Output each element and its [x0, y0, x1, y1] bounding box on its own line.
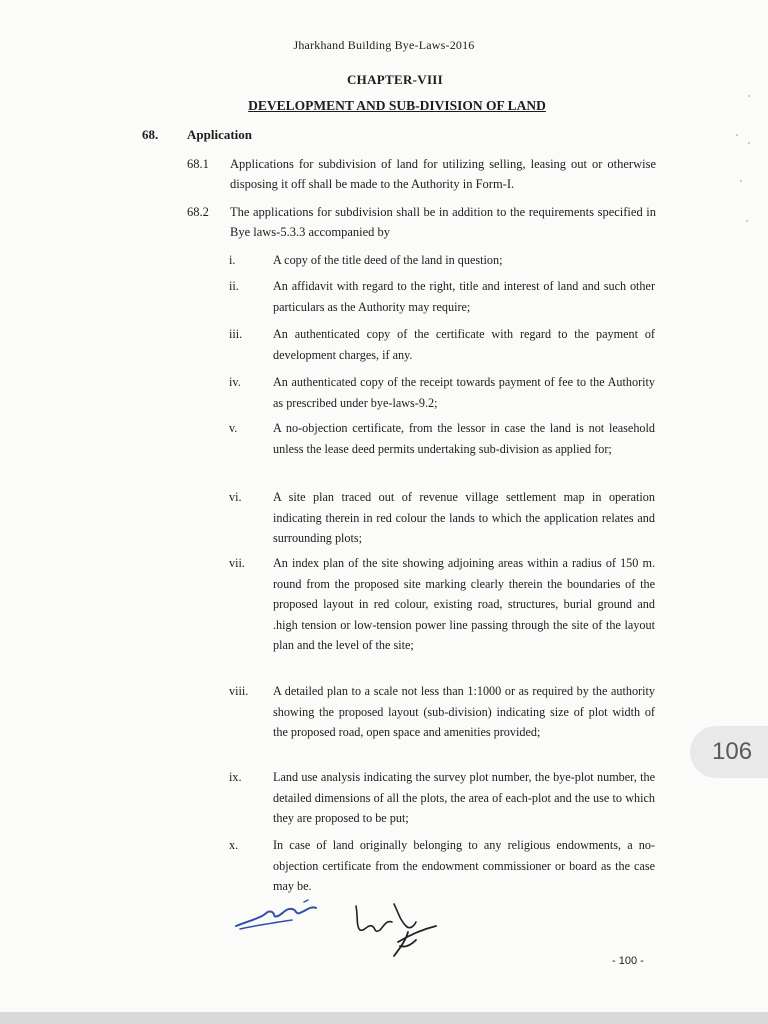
paragraph-text: The applications for subdivision shall be in addition to the requirements specified in Bye laws-5.3.3 accompanied by [230, 205, 656, 239]
chapter-number: CHAPTER-VIII [346, 72, 444, 87]
list-item-text: An authenticated copy of the certificate with regard to the payment of development charges, if any. [273, 327, 655, 362]
list-item-text: An index plan of the site showing adjoining areas within a radius of 150 m. round from the proposed site marking clearly therein the boundaries of the proposed layout in red colour, existing road, structures, burial ground and .high tension or low-tension power line passing through the site of the layout plan and the level of the site; [273, 556, 655, 652]
scan-speck [748, 142, 750, 144]
section-number: 68. [142, 127, 159, 142]
list-item-text: Land use analysis indicating the survey plot number, the bye-plot number, the detailed dimensions of all the plots, the area of each-plot and the use to which they are proposed to be put; [273, 770, 655, 825]
list-item-text: An affidavit with regard to the right, title and interest of land and such other particulars as the Authority may require; [273, 279, 655, 314]
paragraph-text: Applications for subdivision of land for utilizing selling, leasing out or otherwise disposing it off shall be made to the Authority in Form-I. [230, 157, 656, 191]
list-item-text: An authenticated copy of the receipt towards payment of fee to the Authority as prescribed under bye-laws-9.2; [273, 375, 655, 410]
page-counter-badge: 106 [690, 726, 768, 778]
scan-speck [736, 134, 738, 136]
list-item-number: ii. [229, 279, 239, 293]
scan-speck [740, 180, 742, 182]
list-item-number: x. [229, 838, 239, 852]
list-item-number: iii. [229, 327, 243, 341]
chapter-title: DEVELOPMENT AND SUB-DIVISION OF LAND [248, 98, 546, 113]
running-head: Jharkhand Building Bye-Laws-2016 [293, 38, 475, 52]
section-title: Application [187, 127, 253, 142]
paragraph-number: 68.2 [187, 205, 209, 219]
list-item-number: vii. [229, 556, 245, 570]
signature-blue-icon [232, 896, 322, 932]
scan-speck [748, 95, 750, 97]
list-item-text: In case of land originally belonging to any religious endowments, a no- objection certificate from the endowment commissioner or board as the case may be. [273, 838, 655, 893]
viewer-bottom-bar [0, 1012, 768, 1024]
list-item-number: ix. [229, 770, 242, 784]
list-item-number: viii. [229, 684, 249, 698]
list-item-number: i. [229, 253, 236, 267]
list-item-text: A copy of the title deed of the land in question; [273, 253, 503, 267]
list-item-text: A site plan traced out of revenue village settlement map in operation indicating therein in red colour the lands to which the application relates and surrounding plots; [273, 490, 655, 545]
list-item-number: v. [229, 421, 238, 435]
signature-black-icon [350, 896, 442, 962]
list-item-number: vi. [229, 490, 242, 504]
page-number: - 100 - [612, 955, 644, 967]
list-item-text: A no-objection certificate, from the lessor in case the land is not leasehold unless the lease deed permits undertaking sub-division as applied for; [273, 421, 655, 456]
paragraph-number: 68.1 [187, 157, 209, 171]
list-item-text: A detailed plan to a scale not less than 1:1000 or as required by the authority showing the proposed layout (sub-division) indicating size of plot width of the proposed road, open space and amenities provided; [273, 684, 655, 739]
list-item-number: iv. [229, 375, 241, 389]
scan-speck [746, 220, 748, 222]
